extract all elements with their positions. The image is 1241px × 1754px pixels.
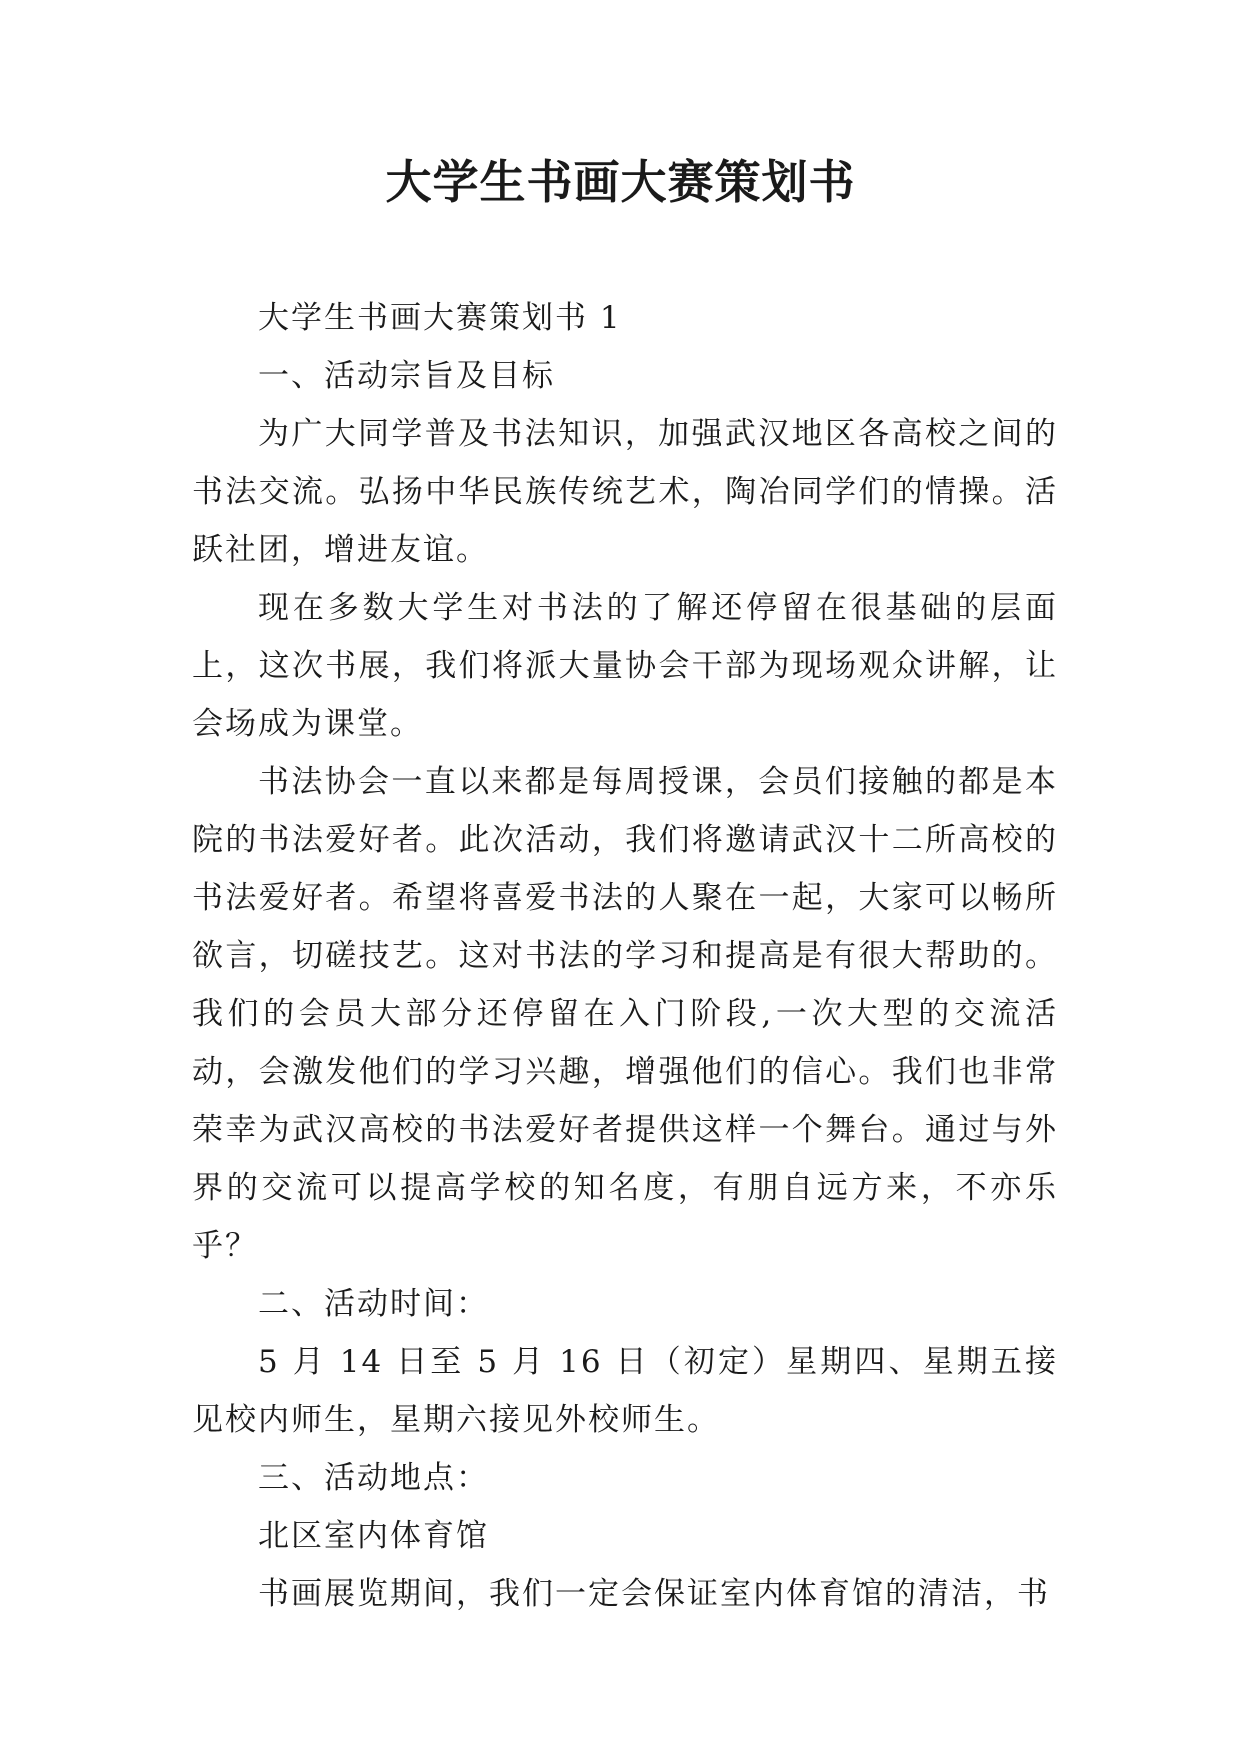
paragraph-time: 5 月 14 日至 5 月 16 日（初定）星期四、星期五接见校内师生，星期六接见外校师生。 bbox=[192, 1344, 1058, 1438]
paragraph-location: 北区室内体育馆 bbox=[258, 1518, 489, 1554]
paragraph-purpose: 为广大同学普及书法知识，加强武汉地区各高校之间的书法交流。弘扬中华民族传统艺术，陶冶同学们的情操。活跃社团，增进友谊。 bbox=[192, 416, 1058, 568]
section-heading-doc-number: 大学生书画大赛策划书 1 bbox=[258, 300, 622, 336]
document-body bbox=[192, 289, 1058, 1623]
section-heading-purpose: 一、活动宗旨及目标 bbox=[258, 358, 555, 394]
document-title: 大学生书画大赛策划书 bbox=[385, 155, 856, 209]
paragraph-current-state: 现在多数大学生对书法的了解还停留在很基础的层面上，这次书展，我们将派大量协会干部为现场观众讲解，让会场成为课堂。 bbox=[192, 590, 1058, 742]
section-heading-location: 三、活动地点： bbox=[258, 1460, 489, 1496]
paragraph-association: 书法协会一直以来都是每周授课，会员们接触的都是本院的书法爱好者。此次活动，我们将邀请武汉十二所高校的书法爱好者。希望将喜爱书法的人聚在一起，大家可以畅所欲言，切磋技艺。这对书法的学习和提高是有很大帮助的。我们的会员大部分还停留在入门阶段,一次大型的交流活动，会激发他们的学习兴趣，增强他们的信心。我们也非常荣幸为武汉高校的书法爱好者提供这样一个舞台。通过与外界的交流可以提高学校的知名度，有朋自远方来，不亦乐乎？ bbox=[192, 764, 1058, 1264]
paragraph-exhibition: 书画展览期间，我们一定会保证室内体育馆的清洁，书 bbox=[258, 1576, 1050, 1612]
section-heading-time: 二、活动时间： bbox=[258, 1286, 489, 1322]
